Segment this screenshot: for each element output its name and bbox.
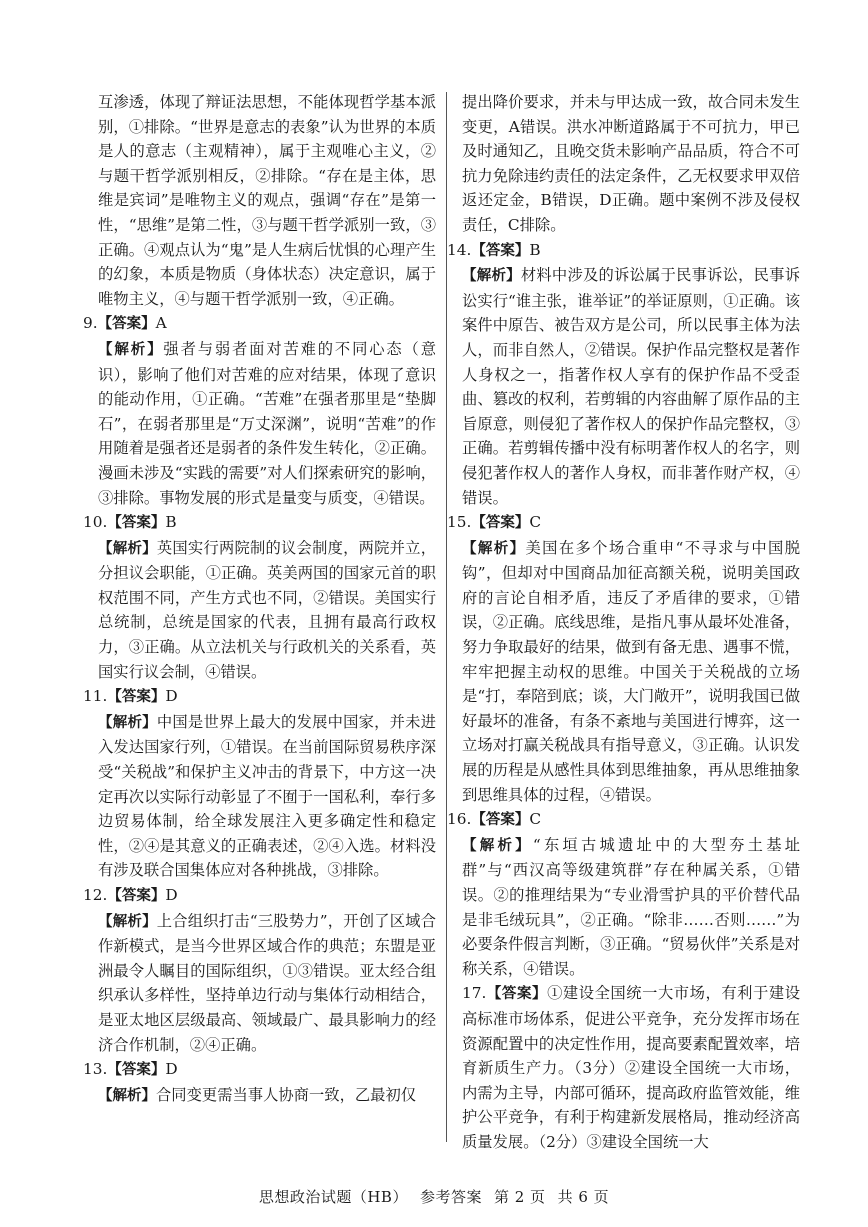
answer-line: 16.【答案】C (447, 810, 542, 829)
page-footer (0, 1186, 868, 1207)
analysis-text: 【解析】“东垣古城遗址中的大型夯土基址群”与“西汉高等级建筑群”存在种属关系，①错误。②的推理结果为“专业滑雪护具的平价替代品是非毛绒玩具”，②正确。“除非……否则……”为必要条件假言判断，③正确。“贸易伙伴”关系是对称关系，④错误。 (462, 835, 801, 978)
answer-value: D (165, 687, 178, 706)
question-9 (83, 311, 436, 510)
answer-value: C (529, 810, 542, 829)
answer-value: C (529, 513, 542, 532)
footer-subject: 思想政治试题（HB） (258, 1188, 408, 1206)
answer-line: 13.【答案】D (83, 1060, 178, 1079)
analysis-text: 【解析】材料中涉及的诉讼属于民事诉讼，民事诉讼实行“谁主张，谁举证”的举证原则，①正确。该案件中原告、被告双方是公司，所以民事主体为法人，而非自然人，②错误。保护作品完整权是著作人身权之一，指著作权人享有的保护作品不受歪曲、篡改的权利，若剪辑的内容曲解了原作品的主旨原意，则侵犯了著作权人的保护作品完整权，③正确。若剪辑传播中没有标明著作权人的名字，则侵犯著作权人的著作人身权，而非著作财产权，④错误。 (462, 266, 800, 507)
answer-line: 11.【答案】D (83, 687, 178, 706)
question-12 (83, 883, 436, 1057)
question-13 (83, 1057, 436, 1108)
answer-line: 9.【答案】A (83, 314, 167, 333)
question-17 (462, 981, 800, 1154)
question-11 (83, 684, 436, 883)
answer-line: 17.【答案】①建设全国统一大市场，有利于建设高标准市场体系，促进公平竞争，充分发挥市场在资源配置中的决定性作用，提高要素配置效率，培育新质生产力。（3分）②建设全国统一大市场，内需为主导，内部可循环，提高政府监管效能，维护公平竞争，有利于构建新发展格局，推动经济高质量发展。（2分）③建设全国统一大 (462, 984, 800, 1151)
analysis-text: 【解析】美国在多个场合重申“不寻求与中国脱钩”，但却对中国商品加征高额关税，说明美国政府的言论自相矛盾，违反了矛盾律的要求，①错误，②正确。底线思维，是指凡事从最坏处准备，努力争取最好的结果，做到有备无患、遇事不慌，牢牢把握主动权的思维。中国关于关税战的立场是“打，奉陪到底；谈，大门敞开”，说明我国已做好最坏的准备，有条不紊地与美国进行博弈，这一立场对打赢关税战具有指导意义，③正确。认识发展的历程是从感性具体到思维抽象，再从思维抽象到思维具体的过程，④错误。 (462, 538, 800, 804)
question-16 (447, 807, 801, 981)
footer-page: 第 2 页 (493, 1188, 546, 1206)
answer-value: D (165, 1060, 178, 1079)
analysis-text: 【解析】英国实行两院制的议会制度，两院并立，分担议会职能，①正确。英美两国的国家元首的职权范围不同，产生方式也不同，②错误。美国实行总统制，总统是国家的代表，且拥有最高行政权力，③正确。从立法机关与行政机关的关系看，英国实行议会制，④错误。 (98, 538, 436, 681)
analysis-text: 【解析】合同变更需当事人协商一致，乙最初仅 (98, 1085, 417, 1104)
analysis-text: 【解析】上合组织打击“三股势力”，开创了区域合作新模式，是当今世界区域合作的典范；东盟是亚洲最令人瞩目的国际组织，①③错误。亚太经合组织承认多样性，坚持单边行动与集体行动相结合，是亚太地区层级最高、领域最广、最具影响力的经济合作机制，②④正确。 (98, 911, 436, 1054)
question-10 (83, 510, 436, 684)
analysis-text: 【解析】强者与弱者面对苦难的不同心态（意识），影响了他们对苦难的应对结果，体现了意识的能动作用，①正确。“苦难”在强者那里是“垫脚石”，在弱者那里是“万丈深渊”，说明“苦难”的作用随着是强者还是弱者的条件发生转化，②正确。漫画未涉及“实践的需要”对人们探索研究的影响，③排除。事物发展的形式是量变与质变，④错误。 (98, 339, 436, 507)
question-15 (447, 510, 800, 807)
answer-value: B (529, 240, 541, 259)
answer-line: 14.【答案】B (447, 240, 541, 259)
answer-line: 15.【答案】C (447, 513, 542, 532)
q13-continuation: 提出降价要求，并未与甲达成一致，故合同未发生变更，A错误。洪水冲断道路属于不可抗力，甲已及时通知乙，且晚交货未影响产品品质，符合不可抗力免除违约责任的法定条件，乙无权要求甲双倍返还定金，B错误，D正确。题中案例不涉及侵权责任，C排除。 (462, 93, 800, 234)
right-column (447, 90, 801, 1155)
footer-total: 共 6 页 (557, 1188, 610, 1206)
question-14 (447, 238, 800, 511)
answer-value: D (165, 886, 178, 904)
analysis-text: 【解析】中国是世界上最大的发展中国家，并未进入发达国家行列，①错误。在当前国际贸易秩序深受“关税战”和保护主义冲击的背景下，中方这一决定再次以实际行动彰显了不囿于一国私利，奉行多边贸易体制，给全球发展注入更多确定性和稳定性，②④是其意义的正确表述，②④入选。材料没有涉及联合国集体应对各种挑战，③排除。 (98, 712, 436, 880)
left-column (83, 90, 436, 1108)
q8-continuation: 互渗透，体现了辩证法思想，不能体现哲学基本派别，①排除。“世界是意志的表象”认为世界的本质是人的意志（主观精神），属于主观唯心主义，②与题干哲学派别相反，②排除。“存在是主体，思维是宾词”是唯物主义的观点，强调“存在”是第一性，“思维”是第二性，③与题干哲学派别一致，③正确。④观点认为“鬼”是人生病后忧惧的心理产生的幻象，本质是物质（身体状态）决定意识，属于唯物主义，④与题干哲学派别一致，④正确。 (98, 93, 436, 308)
answer-value: ①建设全国统一大市场，有利于建设高标准市场体系，促进公平竞争，充分发挥市场在资源配置中的决定性作用，提高要素配置效率，培育新质生产力。（3分）②建设全国统一大市场，内需为主导，内部可循环，提高政府监管效能，维护公平竞争，有利于构建新发展格局，推动经济高质量发展。（2分）③建设全国统一大 (462, 984, 800, 1151)
answer-value: A (155, 314, 167, 333)
answer-line: 12.【答案】D (83, 886, 178, 904)
footer-doc: 参考答案 (419, 1188, 482, 1206)
answer-line: 10.【答案】B (83, 513, 177, 532)
answer-value: B (165, 513, 177, 532)
